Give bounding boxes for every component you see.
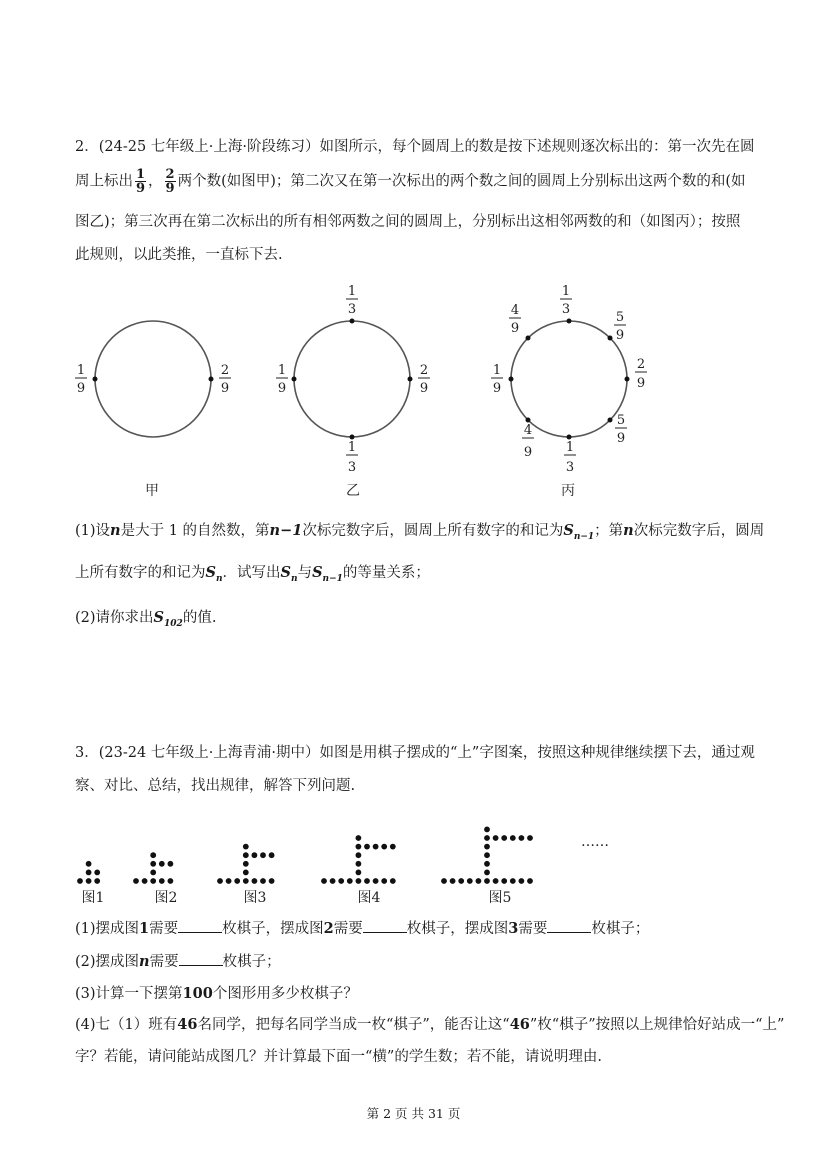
q3-sub4-line2: 字？若能，请问能站成图几？并计算最下面一“横”的学生数；若不能，请说明理由. (75, 1049, 602, 1065)
circle-yi (294, 321, 410, 437)
chess-piece-dot (217, 878, 223, 884)
chess-piece-dot (381, 878, 387, 884)
fraction-1-9: $\frac{1}{9}$ (136, 167, 146, 196)
chess-piece-dot (142, 878, 148, 884)
q2-sub1-line2: 上所有数字的和记为$S_n$．试写出$S_n$与$S_{n-1}$的等量关系； (75, 564, 430, 584)
chess-piece-dot (243, 870, 249, 876)
svg-text:4: 4 (523, 423, 533, 438)
label-bing: 丙 (561, 483, 575, 499)
chess-piece-dot (441, 878, 447, 884)
svg-text:3: 3 (347, 460, 357, 475)
chess-piece-dot (77, 878, 83, 884)
chess-piece-dot (86, 861, 92, 867)
chess-piece-dot (501, 878, 507, 884)
svg-text:1: 1 (76, 363, 86, 378)
svg-text:9: 9 (220, 381, 230, 396)
q2-line2-pre: 周上标出 (75, 173, 133, 190)
chess-piece-dot (501, 835, 507, 841)
svg-text:9: 9 (419, 381, 429, 396)
svg-text:3: 3 (561, 302, 571, 317)
chess-piece-dot (356, 852, 362, 858)
chess-piece-dot (347, 878, 353, 884)
fig-label-1: 图1 (81, 890, 105, 906)
fig-label-5: 图5 (488, 890, 512, 906)
q2-line2: 周上标出 $\frac{1}{9}$ ， $\frac{2}{9}$ 两个数(如图甲)；第二次又在第一次标出的两个数之间的圆周上分别标出这两个数的和(如 (75, 167, 746, 196)
svg-text:1: 1 (565, 440, 575, 455)
chess-piece-dot (519, 835, 525, 841)
chess-piece-dot (364, 844, 370, 850)
chess-piece-dot (86, 870, 92, 876)
chess-piece-dot (493, 835, 499, 841)
svg-text:1: 1 (277, 363, 287, 378)
chess-piece-dot (330, 878, 336, 884)
chess-piece-dot (527, 835, 533, 841)
svg-text:2: 2 (220, 363, 230, 378)
chess-piece-dot (484, 835, 490, 841)
chess-piece-dot (86, 878, 92, 884)
chess-piece-dot (356, 835, 362, 841)
chess-piece-dot (527, 878, 533, 884)
q2-line4: 此规则，以此类推，一直标下去. (75, 247, 283, 263)
chess-piece-dot (243, 878, 249, 884)
answer-blank[interactable] (178, 918, 222, 933)
chess-piece-dot (150, 852, 156, 858)
chess-piece-dot (476, 878, 482, 884)
q2-line3: 图乙)；第三次再在第二次标出的所有相邻两数之间的圆周上，分别标出这相邻两数的和（如图丙）；按照 (75, 214, 741, 230)
chess-piece-dot (260, 878, 266, 884)
chess-piece-dot (321, 878, 327, 884)
chess-piece-dot (150, 861, 156, 867)
svg-text:9: 9 (523, 445, 533, 460)
svg-text:3: 3 (347, 302, 357, 317)
chess-piece-dot (390, 878, 396, 884)
svg-text:9: 9 (615, 328, 625, 343)
chess-piece-dot (150, 870, 156, 876)
fraction-2-9: $\frac{2}{9}$ (165, 167, 175, 196)
chess-piece-dot (168, 861, 174, 867)
chess-piece-dot (243, 844, 249, 850)
q3-line2: 察、对比、总结，找出规律，解答下列问题. (75, 778, 356, 794)
fig-label-2: 图2 (154, 890, 178, 906)
label-jia: 甲 (145, 483, 159, 499)
q2-sub1-line1: (1)设n是大于 1 的自然数，第n−1次标完数字后，圆周上所有数字的和记为$S_{n-1}$；第n次标完数字后，圆周 (75, 522, 765, 542)
chess-piece-dot (484, 878, 490, 884)
chess-piece-dot (356, 870, 362, 876)
chess-piece-dot (484, 870, 490, 876)
chess-piece-dot (519, 878, 525, 884)
svg-text:9: 9 (636, 376, 646, 391)
chess-piece-dot (390, 844, 396, 850)
chess-piece-dot (373, 844, 379, 850)
q3-sub2: (2)摆成图n需要 枚棋子； (75, 953, 281, 970)
svg-text:1: 1 (347, 440, 357, 455)
chess-piece-dot (364, 878, 370, 884)
svg-text:2: 2 (636, 357, 646, 372)
q2-line2-post: 两个数(如图甲)；第二次又在第一次标出的两个数之间的圆周上分别标出这两个数的和(如 (177, 173, 746, 190)
chess-piece-dot (484, 827, 490, 833)
chess-piece-dot (150, 878, 156, 884)
svg-text:2: 2 (419, 363, 429, 378)
chess-piece-dot (269, 878, 275, 884)
fig-label-4: 图4 (357, 890, 381, 906)
circle-figures (0, 280, 827, 510)
answer-blank[interactable] (363, 918, 407, 933)
chess-piece-dot (510, 835, 516, 841)
chess-piece-dot (252, 878, 258, 884)
circle-jia (95, 321, 211, 437)
chess-piece-dot (458, 878, 464, 884)
answer-blank[interactable] (179, 951, 223, 966)
chess-piece-dot (493, 878, 499, 884)
chess-piece-dot (381, 844, 387, 850)
ellipsis: …… (581, 834, 609, 850)
chess-piece-dot (168, 878, 174, 884)
label-yi: 乙 (346, 483, 360, 499)
svg-text:4: 4 (510, 303, 520, 318)
chess-piece-dot (356, 861, 362, 867)
chess-piece-dot (484, 844, 490, 850)
svg-text:9: 9 (616, 431, 626, 446)
chess-piece-dot (510, 878, 516, 884)
chess-piece-dot (484, 852, 490, 858)
q3-line1: 3．(23-24 七年级上·上海青浦·期中）如图是用棋子摆成的“上”字图案，按照这种规律继续摆下去，通过观 (75, 745, 755, 761)
fig-label-3: 图3 (243, 890, 267, 906)
chess-piece-dot (373, 878, 379, 884)
svg-text:9: 9 (510, 321, 520, 336)
chess-piece-dot (356, 844, 362, 850)
chess-piece-dot (338, 878, 344, 884)
chess-piece-dot (467, 878, 473, 884)
svg-text:5: 5 (616, 413, 626, 428)
svg-text:1: 1 (347, 284, 357, 299)
q3-sub4-line1: (4)七（1）班有46名同学，把每名同学当成一枚“棋子”，能否让这“46”枚“棋子”按照以上规律恰好站成一“上” (75, 1016, 785, 1033)
chess-piece-dot (269, 852, 275, 858)
svg-text:1: 1 (561, 284, 571, 299)
q3-sub1: (1)摆成图1需要 枚棋子，摆成图2需要 枚棋子，摆成图3需要 枚棋子； (75, 920, 650, 937)
chess-piece-dot (243, 852, 249, 858)
chess-piece-dot (234, 878, 240, 884)
chess-piece-dot (159, 878, 165, 884)
chess-piece-dot (484, 861, 490, 867)
q3-sub3: (3)计算一下摆第100个图形用多少枚棋子？ (75, 985, 358, 1002)
chess-piece-dot (133, 878, 139, 884)
chess-piece-dot (252, 852, 258, 858)
chess-piece-dot (450, 878, 456, 884)
chess-piece-dot (356, 878, 362, 884)
svg-text:3: 3 (565, 460, 575, 475)
chess-piece-dot (94, 878, 100, 884)
chess-pattern-figures (0, 800, 827, 910)
q2-line1: 2．(24-25 七年级上·上海·阶段练习）如图所示，每个圆周上的数是按下述规则逐次标出的：第一次先在圆 (75, 139, 755, 155)
chess-piece-dot (159, 861, 165, 867)
chess-piece-dot (226, 878, 232, 884)
chess-piece-dot (94, 870, 100, 876)
page-footer: 第 2 页 共 31 页 (366, 1106, 461, 1121)
answer-blank[interactable] (547, 918, 591, 933)
svg-text:9: 9 (76, 381, 86, 396)
q2-sub2: (2)请你求出$S_{102}$的值. (75, 609, 217, 629)
chess-piece-dot (243, 861, 249, 867)
svg-text:9: 9 (492, 381, 502, 396)
svg-text:9: 9 (277, 381, 287, 396)
chess-piece-dot (260, 852, 266, 858)
svg-text:1: 1 (492, 363, 502, 378)
svg-text:5: 5 (615, 310, 625, 325)
